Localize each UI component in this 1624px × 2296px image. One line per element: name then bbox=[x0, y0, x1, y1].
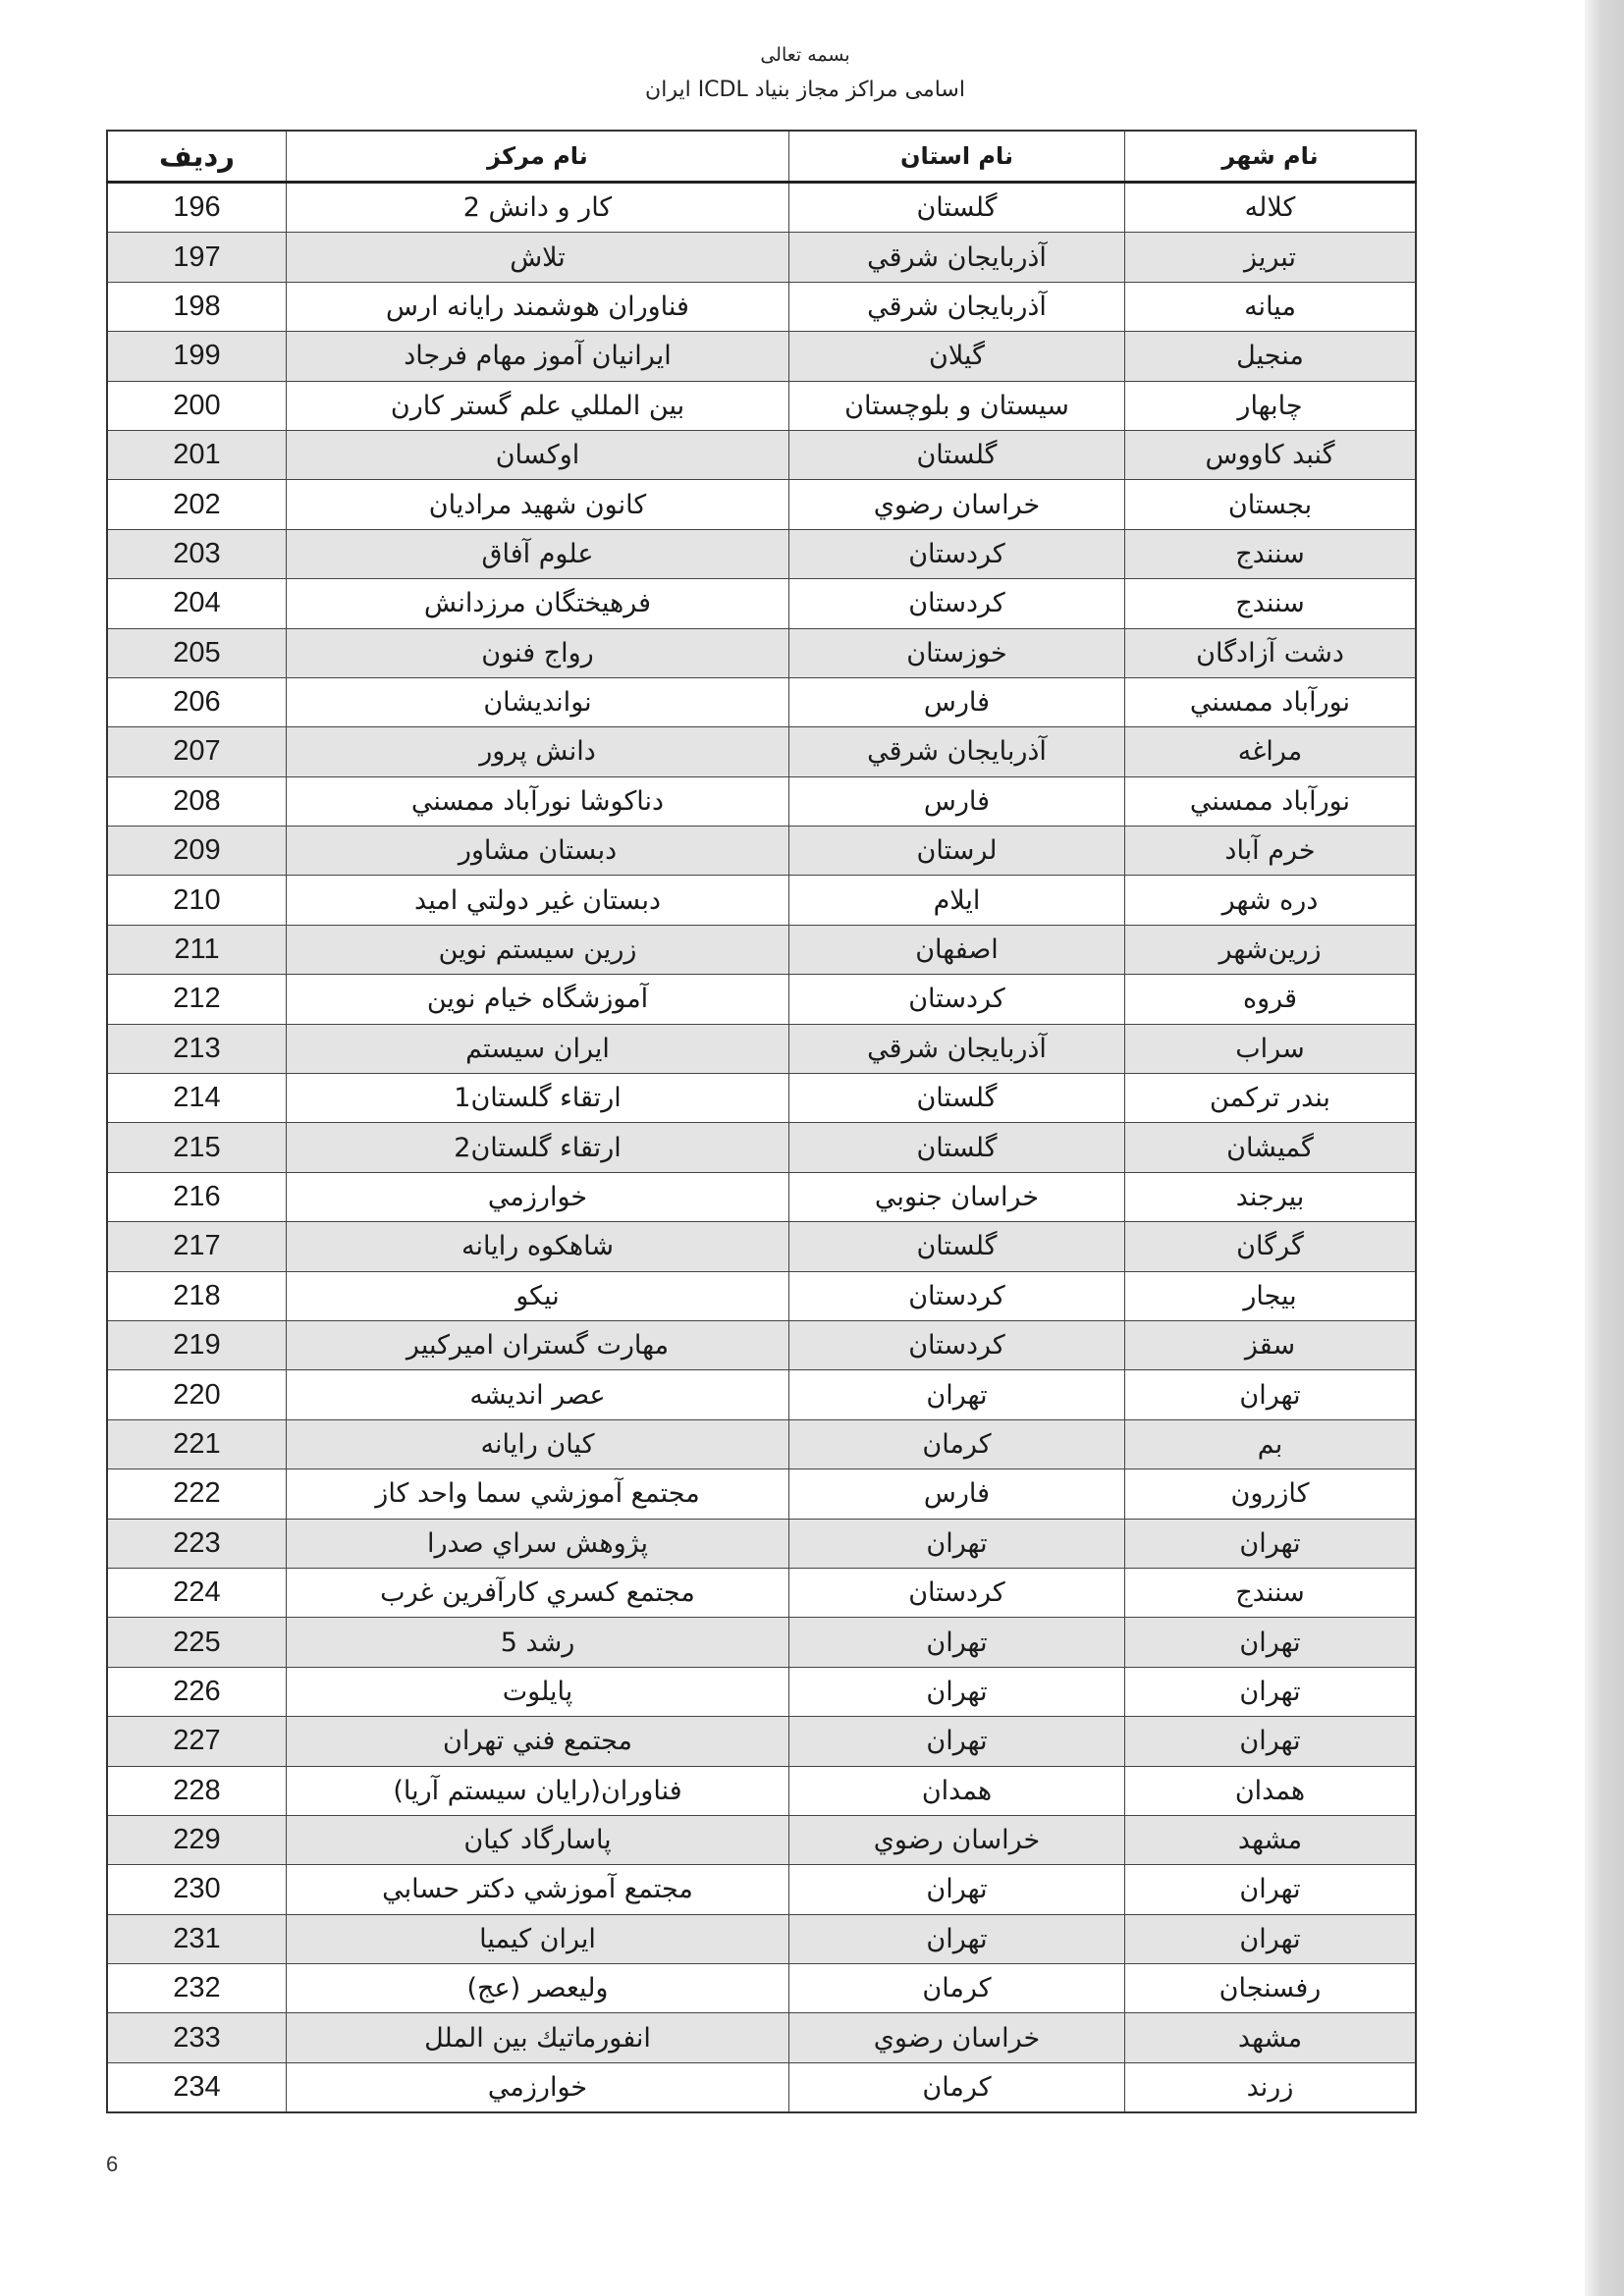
document-header bbox=[530, 41, 1080, 106]
cell-row-number: 205 bbox=[107, 628, 287, 677]
cell-province-name: آذربايجان شرقي bbox=[789, 282, 1125, 331]
cell-center-name: خوارزمي bbox=[287, 2062, 789, 2112]
cell-row-number: 196 bbox=[107, 183, 287, 233]
cell-city-name: نورآباد ممسني bbox=[1125, 776, 1417, 826]
cell-row-number: 229 bbox=[107, 1815, 287, 1864]
cell-center-name: کیان رایانه bbox=[287, 1419, 789, 1468]
cell-center-name: کانون شهید مرادیان bbox=[287, 480, 789, 529]
cell-center-name: دانش پرور bbox=[287, 727, 789, 776]
table-row bbox=[107, 381, 1416, 430]
cell-city-name: تهران bbox=[1125, 1717, 1417, 1766]
table-row bbox=[107, 1618, 1416, 1667]
cell-province-name: تهران bbox=[789, 1865, 1125, 1914]
cell-center-name: انفورماتیك بین الملل bbox=[287, 2013, 789, 2062]
cell-center-name: علوم آفاق bbox=[287, 529, 789, 578]
table-row bbox=[107, 529, 1416, 578]
cell-row-number: 207 bbox=[107, 727, 287, 776]
cell-center-name: خوارزمي bbox=[287, 1172, 789, 1221]
scan-shadow-edge bbox=[1585, 0, 1624, 2296]
cell-city-name: سراب bbox=[1125, 1024, 1417, 1073]
table-row bbox=[107, 677, 1416, 726]
cell-center-name: مجتمع آموزشي سما واحد کاز bbox=[287, 1469, 789, 1519]
cell-center-name: دناکوشا نورآباد ممسني bbox=[287, 776, 789, 826]
heading-basmala: بسمه تعالی bbox=[760, 44, 850, 66]
cell-province-name: همدان bbox=[789, 1766, 1125, 1815]
cell-province-name: کردستان bbox=[789, 1320, 1125, 1369]
document-title: اسامی مراکز مجاز بنیاد ICDL ایران bbox=[645, 78, 965, 102]
cell-province-name: کرمان bbox=[789, 1419, 1125, 1468]
table-row bbox=[107, 282, 1416, 331]
cell-row-number: 222 bbox=[107, 1469, 287, 1519]
cell-center-name: زرین سیستم نوین bbox=[287, 925, 789, 974]
cell-center-name: مجتمع فني تهران bbox=[287, 1717, 789, 1766]
cell-city-name: مشهد bbox=[1125, 1815, 1417, 1864]
cell-province-name: گلستان bbox=[789, 183, 1125, 233]
cell-city-name: سنندج bbox=[1125, 579, 1417, 628]
cell-center-name: اوکسان bbox=[287, 430, 789, 479]
cell-province-name: گلستان bbox=[789, 1222, 1125, 1271]
cell-province-name: فارس bbox=[789, 776, 1125, 826]
table-row bbox=[107, 1419, 1416, 1468]
cell-city-name: بیجار bbox=[1125, 1271, 1417, 1320]
cell-center-name: آموزشگاه خیام نوین bbox=[287, 975, 789, 1024]
cell-row-number: 212 bbox=[107, 975, 287, 1024]
cell-center-name: مجتمع آموزشي دکتر حسابي bbox=[287, 1865, 789, 1914]
table-row bbox=[107, 876, 1416, 925]
column-header-province-name: نام استان bbox=[789, 131, 1125, 183]
cell-province-name: کردستان bbox=[789, 1568, 1125, 1617]
cell-city-name: تهران bbox=[1125, 1519, 1417, 1568]
column-header-city-name: نام شهر bbox=[1125, 131, 1417, 183]
table-row bbox=[107, 1172, 1416, 1221]
cell-center-name: ارتقاء گلستان2 bbox=[287, 1123, 789, 1172]
cell-center-name: شاهکوه رایانه bbox=[287, 1222, 789, 1271]
cell-city-name: تهران bbox=[1125, 1370, 1417, 1419]
cell-row-number: 214 bbox=[107, 1074, 287, 1123]
table-row bbox=[107, 1717, 1416, 1766]
cell-center-name: پژوهش سراي صدرا bbox=[287, 1519, 789, 1568]
cell-row-number: 227 bbox=[107, 1717, 287, 1766]
cell-city-name: بندر ترکمن bbox=[1125, 1074, 1417, 1123]
cell-province-name: گلستان bbox=[789, 1074, 1125, 1123]
table-row bbox=[107, 1320, 1416, 1369]
cell-province-name: آذربايجان شرقي bbox=[789, 727, 1125, 776]
cell-province-name: گیلان bbox=[789, 332, 1125, 381]
cell-center-name: دبستان غیر دولتي امید bbox=[287, 876, 789, 925]
cell-province-name: کردستان bbox=[789, 579, 1125, 628]
cell-city-name: منجیل bbox=[1125, 332, 1417, 381]
centers-table bbox=[106, 130, 1417, 2113]
cell-city-name: گنبد کاووس bbox=[1125, 430, 1417, 479]
cell-province-name: گلستان bbox=[789, 1123, 1125, 1172]
cell-row-number: 233 bbox=[107, 2013, 287, 2062]
cell-province-name: تهران bbox=[789, 1618, 1125, 1667]
cell-city-name: تهران bbox=[1125, 1914, 1417, 1963]
cell-province-name: سیستان و بلوچستان bbox=[789, 381, 1125, 430]
cell-city-name: زرین‌شهر bbox=[1125, 925, 1417, 974]
cell-row-number: 230 bbox=[107, 1865, 287, 1914]
table-row bbox=[107, 579, 1416, 628]
cell-row-number: 223 bbox=[107, 1519, 287, 1568]
table-row bbox=[107, 925, 1416, 974]
cell-city-name: تهران bbox=[1125, 1667, 1417, 1716]
cell-city-name: خرم آباد bbox=[1125, 827, 1417, 876]
cell-row-number: 202 bbox=[107, 480, 287, 529]
cell-center-name: بین المللي علم گستر کارن bbox=[287, 381, 789, 430]
cell-center-name: پاسارگاد کیان bbox=[287, 1815, 789, 1864]
cell-row-number: 220 bbox=[107, 1370, 287, 1419]
cell-center-name: ایرانیان آموز مهام فرجاد bbox=[287, 332, 789, 381]
cell-center-name: رشد 5 bbox=[287, 1618, 789, 1667]
cell-center-name: نواندیشان bbox=[287, 677, 789, 726]
cell-city-name: رفسنجان bbox=[1125, 1964, 1417, 2013]
cell-province-name: لرستان bbox=[789, 827, 1125, 876]
table-row bbox=[107, 1667, 1416, 1716]
cell-center-name: رواج فنون bbox=[287, 628, 789, 677]
cell-province-name: آذربايجان شرقي bbox=[789, 1024, 1125, 1073]
cell-row-number: 228 bbox=[107, 1766, 287, 1815]
cell-center-name: فرهیختگان مرزدانش bbox=[287, 579, 789, 628]
cell-row-number: 213 bbox=[107, 1024, 287, 1073]
cell-province-name: تهران bbox=[789, 1519, 1125, 1568]
cell-row-number: 232 bbox=[107, 1964, 287, 2013]
cell-center-name: مجتمع کسري کارآفرین غرب bbox=[287, 1568, 789, 1617]
cell-row-number: 197 bbox=[107, 233, 287, 282]
cell-province-name: کردستان bbox=[789, 1271, 1125, 1320]
cell-row-number: 217 bbox=[107, 1222, 287, 1271]
cell-row-number: 206 bbox=[107, 677, 287, 726]
table-row bbox=[107, 1271, 1416, 1320]
table-row bbox=[107, 1469, 1416, 1519]
table-row bbox=[107, 1024, 1416, 1073]
cell-city-name: سقز bbox=[1125, 1320, 1417, 1369]
cell-city-name: دشت آزادگان bbox=[1125, 628, 1417, 677]
table-row bbox=[107, 1519, 1416, 1568]
table-row bbox=[107, 1865, 1416, 1914]
cell-city-name: قروه bbox=[1125, 975, 1417, 1024]
cell-row-number: 198 bbox=[107, 282, 287, 331]
cell-center-name: فناوران هوشمند رایانه ارس bbox=[287, 282, 789, 331]
column-header-center-name: نام مرکز bbox=[287, 131, 789, 183]
cell-city-name: بیرجند bbox=[1125, 1172, 1417, 1221]
cell-center-name: ارتقاء گلستان1 bbox=[287, 1074, 789, 1123]
cell-row-number: 225 bbox=[107, 1618, 287, 1667]
cell-center-name: پایلوت bbox=[287, 1667, 789, 1716]
cell-city-name: سنندج bbox=[1125, 1568, 1417, 1617]
cell-province-name: گلستان bbox=[789, 430, 1125, 479]
table-row bbox=[107, 183, 1416, 233]
cell-row-number: 201 bbox=[107, 430, 287, 479]
table-row bbox=[107, 332, 1416, 381]
cell-province-name: خراسان رضوي bbox=[789, 1815, 1125, 1864]
cell-city-name: نورآباد ممسني bbox=[1125, 677, 1417, 726]
cell-center-name: دبستان مشاور bbox=[287, 827, 789, 876]
table-row bbox=[107, 827, 1416, 876]
cell-row-number: 226 bbox=[107, 1667, 287, 1716]
cell-row-number: 209 bbox=[107, 827, 287, 876]
cell-province-name: فارس bbox=[789, 1469, 1125, 1519]
cell-city-name: تبریز bbox=[1125, 233, 1417, 282]
cell-center-name: فناوران(رایان سیستم آریا) bbox=[287, 1766, 789, 1815]
cell-center-name: عصر اندیشه bbox=[287, 1370, 789, 1419]
table-row bbox=[107, 480, 1416, 529]
cell-province-name: تهران bbox=[789, 1370, 1125, 1419]
cell-city-name: بجستان bbox=[1125, 480, 1417, 529]
cell-row-number: 219 bbox=[107, 1320, 287, 1369]
cell-city-name: میانه bbox=[1125, 282, 1417, 331]
cell-row-number: 221 bbox=[107, 1419, 287, 1468]
page-number: 6 bbox=[106, 2152, 119, 2176]
cell-province-name: تهران bbox=[789, 1914, 1125, 1963]
cell-province-name: اصفهان bbox=[789, 925, 1125, 974]
table-row bbox=[107, 975, 1416, 1024]
cell-city-name: همدان bbox=[1125, 1766, 1417, 1815]
cell-province-name: ایلام bbox=[789, 876, 1125, 925]
table-row bbox=[107, 1222, 1416, 1271]
cell-center-name: تلاش bbox=[287, 233, 789, 282]
cell-province-name: خراسان جنوبي bbox=[789, 1172, 1125, 1221]
cell-city-name: چابهار bbox=[1125, 381, 1417, 430]
cell-province-name: خراسان رضوي bbox=[789, 480, 1125, 529]
cell-center-name: ایران کیمیا bbox=[287, 1914, 789, 1963]
cell-province-name: تهران bbox=[789, 1667, 1125, 1716]
table-row bbox=[107, 233, 1416, 282]
cell-row-number: 199 bbox=[107, 332, 287, 381]
table-row bbox=[107, 1766, 1416, 1815]
cell-center-name: نیکو bbox=[287, 1271, 789, 1320]
table-row bbox=[107, 2062, 1416, 2112]
table-row bbox=[107, 1074, 1416, 1123]
cell-province-name: خوزستان bbox=[789, 628, 1125, 677]
cell-city-name: مراغه bbox=[1125, 727, 1417, 776]
table-row bbox=[107, 430, 1416, 479]
cell-city-name: کازرون bbox=[1125, 1469, 1417, 1519]
cell-center-name: مهارت گستران امیرکبیر bbox=[287, 1320, 789, 1369]
cell-city-name: گمیشان bbox=[1125, 1123, 1417, 1172]
table-row bbox=[107, 1964, 1416, 2013]
cell-row-number: 210 bbox=[107, 876, 287, 925]
cell-row-number: 200 bbox=[107, 381, 287, 430]
table-row bbox=[107, 727, 1416, 776]
cell-center-name: ایران سیستم bbox=[287, 1024, 789, 1073]
table-row bbox=[107, 1815, 1416, 1864]
cell-province-name: کرمان bbox=[789, 2062, 1125, 2112]
cell-province-name: آذربايجان شرقي bbox=[789, 233, 1125, 282]
cell-city-name: مشهد bbox=[1125, 2013, 1417, 2062]
cell-row-number: 203 bbox=[107, 529, 287, 578]
cell-center-name: کار و دانش 2 bbox=[287, 183, 789, 233]
cell-city-name: دره شهر bbox=[1125, 876, 1417, 925]
column-header-row-number: ردیف bbox=[107, 131, 287, 183]
table-row bbox=[107, 2013, 1416, 2062]
cell-province-name: کردستان bbox=[789, 975, 1125, 1024]
table-row bbox=[107, 1914, 1416, 1963]
cell-city-name: زرند bbox=[1125, 2062, 1417, 2112]
table-row bbox=[107, 628, 1416, 677]
cell-row-number: 204 bbox=[107, 579, 287, 628]
cell-city-name: سنندج bbox=[1125, 529, 1417, 578]
cell-province-name: فارس bbox=[789, 677, 1125, 726]
cell-row-number: 234 bbox=[107, 2062, 287, 2112]
cell-city-name: تهران bbox=[1125, 1618, 1417, 1667]
table-header-row bbox=[107, 131, 1416, 183]
cell-province-name: تهران bbox=[789, 1717, 1125, 1766]
cell-city-name: تهران bbox=[1125, 1865, 1417, 1914]
cell-row-number: 216 bbox=[107, 1172, 287, 1221]
cell-city-name: کلاله bbox=[1125, 183, 1417, 233]
cell-row-number: 231 bbox=[107, 1914, 287, 1963]
cell-row-number: 208 bbox=[107, 776, 287, 826]
table-row bbox=[107, 1370, 1416, 1419]
table-body bbox=[107, 183, 1416, 2113]
table-row bbox=[107, 1568, 1416, 1617]
cell-row-number: 224 bbox=[107, 1568, 287, 1617]
cell-row-number: 211 bbox=[107, 925, 287, 974]
cell-city-name: بم bbox=[1125, 1419, 1417, 1468]
cell-province-name: خراسان رضوي bbox=[789, 2013, 1125, 2062]
cell-center-name: ولیعصر (عج) bbox=[287, 1964, 789, 2013]
cell-city-name: گرگان bbox=[1125, 1222, 1417, 1271]
cell-row-number: 218 bbox=[107, 1271, 287, 1320]
cell-province-name: کرمان bbox=[789, 1964, 1125, 2013]
cell-province-name: کردستان bbox=[789, 529, 1125, 578]
cell-row-number: 215 bbox=[107, 1123, 287, 1172]
table-row bbox=[107, 1123, 1416, 1172]
table-row bbox=[107, 776, 1416, 826]
